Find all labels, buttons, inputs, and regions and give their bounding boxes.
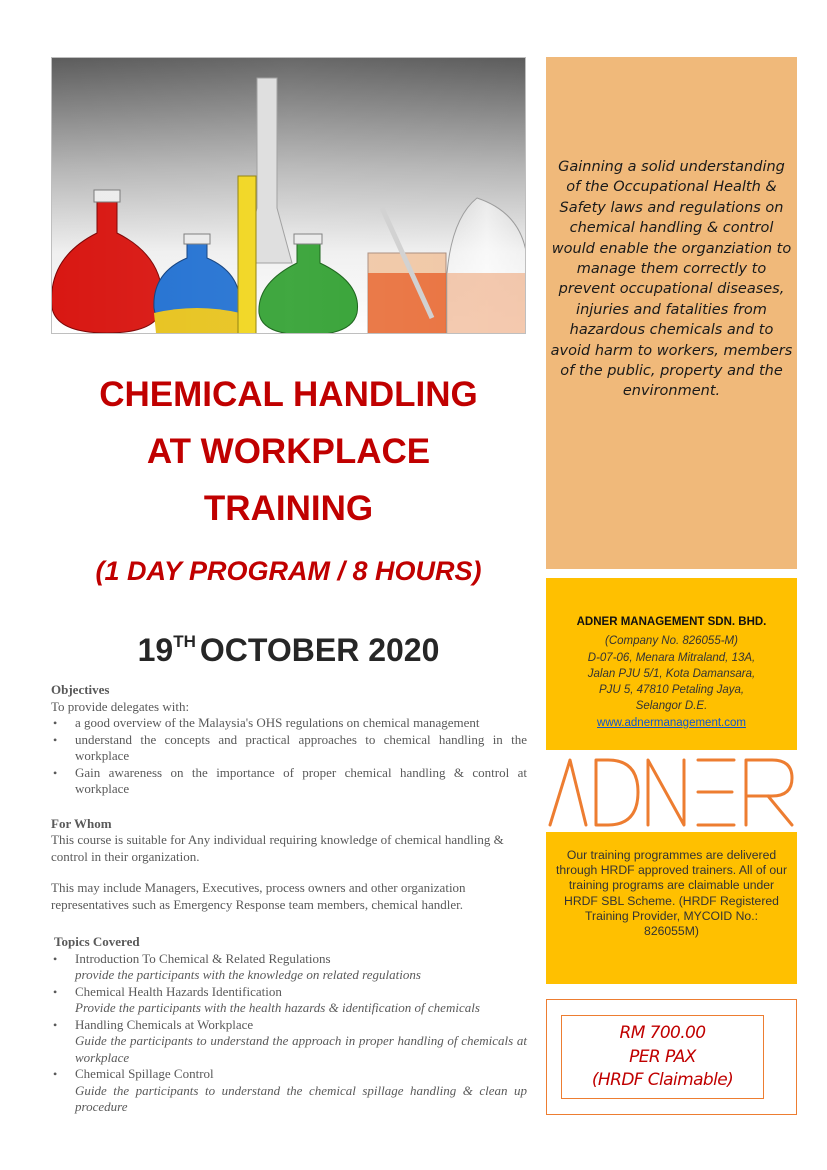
adner-logo-icon bbox=[546, 750, 797, 832]
topic-title: Introduction To Chemical & Related Regulations bbox=[75, 950, 331, 966]
title-line-1: CHEMICAL HANDLING bbox=[99, 375, 478, 414]
company-name: ADNER MANAGEMENT SDN. BHD. bbox=[576, 616, 767, 628]
adner-logo bbox=[546, 750, 797, 832]
topics-heading: Topics Covered bbox=[54, 934, 140, 949]
course-date bbox=[51, 620, 526, 672]
topics-list bbox=[51, 951, 527, 1116]
price-unit: PER PAX bbox=[629, 1046, 696, 1067]
price-label bbox=[561, 1022, 764, 1093]
course-title bbox=[51, 366, 526, 537]
title-line-3: TRAINING bbox=[203, 489, 374, 528]
for-whom-paragraph-2: This may include Managers, Executives, process owners and other organization representatives such as Emergency Response team members, chemical handler. bbox=[51, 880, 466, 912]
course-details bbox=[51, 682, 527, 1116]
company-address-line: PJU 5, 47810 Petaling Jaya, bbox=[598, 684, 745, 697]
topic-description: provide the participants with the knowledge on related regulations bbox=[75, 967, 421, 982]
program-duration: (1 DAY PROGRAM / 8 HOURS) bbox=[95, 556, 482, 586]
company-address-line: Jalan PJU 5/1, Kota Damansara, bbox=[587, 667, 756, 680]
laboratory-flasks-icon bbox=[52, 58, 526, 334]
objectives-intro: To provide delegates with: bbox=[51, 698, 190, 714]
list-item bbox=[51, 984, 527, 1017]
company-website-link[interactable]: www.adnermanagement.com bbox=[597, 716, 746, 729]
hrdf-note: Our training programmes are delivered through HRDF approved trainers. All of our training programs are claimable under HRDF SBL Scheme. (HRDF Registered Training Provider, MYCOID No.: 826055M) bbox=[556, 848, 787, 939]
company-reg-number: (Company No. 826055-M) bbox=[605, 635, 738, 648]
company-info bbox=[546, 614, 797, 731]
for-whom-heading: For Whom bbox=[51, 815, 112, 831]
price-claim-note: (HRDF Claimable) bbox=[591, 1070, 734, 1090]
company-address-line: D-07-06, Menara Mitraland, 13A, bbox=[587, 651, 756, 664]
list-item: • a good overview of the Malaysia's OHS regulations on chemical management bbox=[51, 715, 527, 732]
intro-text: Gainning a solid understanding of the Occupational Health & Safety laws and regulations on chemical handling & control would enable the organziation to manage them correctly to prevent occupational diseases, injuries and fatalities from hazardous chemicals and to avoid harm to workers, members of the public, property and the environment. bbox=[550, 159, 793, 400]
topic-title: Chemical Spillage Control bbox=[75, 1066, 214, 1081]
objectives-list bbox=[51, 715, 527, 798]
date-month-year: OCTOBER 2020 bbox=[199, 632, 440, 668]
list-item: • understand the concepts and practical approaches to chemical handling in the workplace bbox=[51, 732, 527, 765]
hero-lab-image bbox=[51, 57, 526, 334]
company-address-line: Selangor D.E. bbox=[635, 700, 708, 713]
date-day: 19 bbox=[137, 632, 174, 668]
list-item bbox=[51, 1066, 527, 1116]
list-item bbox=[51, 1017, 527, 1067]
for-whom-paragraph-1: This course is suitable for Any individual requiring knowledge of chemical handling & control in their organization. bbox=[51, 832, 504, 864]
topic-title: Handling Chemicals at Workplace bbox=[75, 1016, 254, 1032]
list-item bbox=[51, 951, 527, 984]
topic-description: Provide the participants with the health hazards & identification of chemicals bbox=[75, 1000, 480, 1015]
list-item: • Gain awareness on the importance of proper chemical handling & control at workplace bbox=[51, 765, 527, 798]
price-amount: RM 700.00 bbox=[619, 1023, 706, 1043]
title-line-2: AT WORKPLACE bbox=[146, 432, 431, 471]
topic-description: Guide the participants to understand the approach in proper handling of chemicals at workplace bbox=[75, 1033, 527, 1065]
topic-title: Chemical Health Hazards Identification bbox=[75, 983, 282, 999]
topic-description: Guide the participants to understand the chemical spillage handling & clean up procedure bbox=[75, 1082, 527, 1114]
objectives-heading: Objectives bbox=[51, 682, 110, 697]
date-suffix: TH bbox=[173, 632, 196, 651]
